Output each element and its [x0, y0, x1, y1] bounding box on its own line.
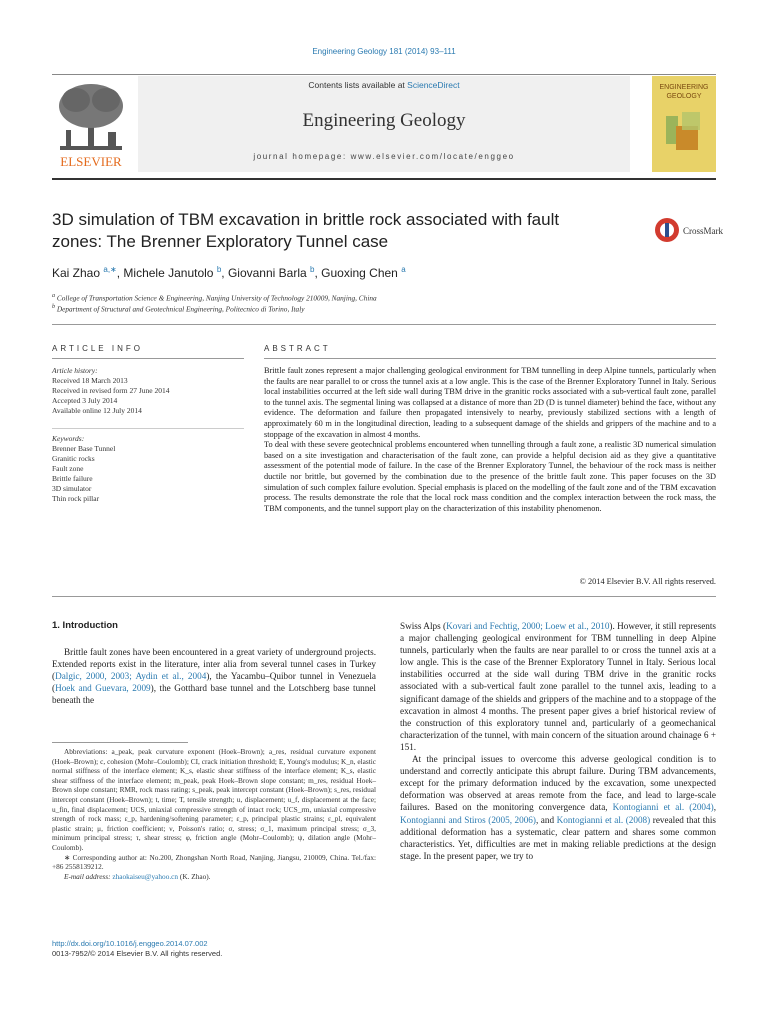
author-name[interactable]: Kai Zhao — [52, 266, 101, 280]
sciencedirect-link[interactable]: ScienceDirect — [407, 80, 460, 90]
keyword: Fault zone — [52, 464, 84, 473]
keyword: Granitic rocks — [52, 454, 95, 463]
article-info-rule — [52, 358, 244, 359]
section-heading-introduction: 1. Introduction — [52, 620, 118, 631]
author-affiliation-mark[interactable]: a — [401, 265, 406, 274]
keyword: 3D simulator — [52, 484, 92, 493]
author-list: Kai Zhao $^{a,∗}$, Michele Janutolo $^b$, Giovanni Barla $^b$, Guoxing Chen $^a$ — [52, 265, 406, 280]
citation-link[interactable]: Kontogianni et al. (2008) — [556, 814, 651, 825]
article-title: 3D simulation of TBM excavation in brittle rock associated with fault zones: The Brenner Exploratory Tunnel case — [52, 210, 560, 251]
crossmark-label: CrossMark — [683, 226, 723, 236]
affiliation: $^b$ Department of Structural and Geotechnical Engineering, Politecnico di Torino, Italy — [52, 304, 305, 314]
author-name[interactable]: Michele Janutolo — [123, 266, 214, 280]
citation-link[interactable]: Kontogianni and Stiros (2005, 2006) — [400, 814, 536, 825]
journal-masthead — [52, 76, 716, 174]
cover-title-line-2: GEOLOGY — [666, 93, 702, 100]
keywords-list — [52, 434, 244, 504]
history-item: Received 18 March 2013 — [52, 376, 128, 385]
corresponding-author-footnote: ∗ Corresponding author at: No.200, Zhongshan North Road, Nanjing, Jiangsu, 210009, China. Tel./fax: +86 2558139212. — [52, 852, 376, 872]
abstract-copyright: © 2014 Elsevier B.V. All rights reserved. — [579, 577, 716, 586]
footnote-rule — [52, 742, 188, 743]
abstract-paragraph: Brittle fault zones represent a major challenging geological environment for TBM tunnelling in deep Alpine tunnels, particularly when the faults are near parallel to or cross the tunnel axis at a low angle. This is the case of the Brenner Exploratory Tunnel in Italy. Serious local instabilities occurred at the left side wall during TBM drive in the granitic rocks associated with a sub-vertical fault zone, parallel to the tunnel axis. The segmental lining was collapsed at a distance of more than 2D (D is tunnel diameter) behind the face, without any evidence. The deformation and failure then propagated intensively to nearby, previously stabilized sections with a length of approximately 60 m in the longitudinal direction, leading to a subsequent damage of the shields and grippers of the machine and to a stoppage of the excavation in almost 4 months. — [264, 366, 716, 439]
issn-line: 0013-7952/© 2014 Elsevier B.V. All rights reserved. — [52, 949, 223, 958]
history-item: Received in revised form 27 June 2014 — [52, 386, 170, 395]
affiliation: $^a$ College of Transportation Science & Engineering, Nanjing University of Technology 210009, Nanjing, China — [52, 293, 377, 303]
elsevier-logo — [52, 80, 130, 170]
abstract-rule — [264, 358, 716, 359]
article-history — [52, 366, 244, 416]
crossmark-badge[interactable] — [654, 216, 728, 244]
keywords-label: Keywords: — [52, 434, 85, 443]
author-name[interactable]: Guoxing Chen — [321, 266, 398, 280]
section-rule — [52, 596, 716, 597]
abstract-body — [264, 366, 716, 514]
abstract-heading: ABSTRACT — [264, 344, 331, 353]
keyword: Brittle failure — [52, 474, 93, 483]
footnotes — [52, 747, 376, 881]
masthead-bottom-rule — [52, 178, 716, 180]
email-footnote: E-mail address: zhaokaiseu@yahoo.cn (K. Zhao). — [64, 871, 211, 881]
citation-link[interactable]: Kontogianni et al. (2004) — [612, 802, 714, 813]
journal-homepage[interactable]: journal homepage: www.elsevier.com/locate/enggeo — [253, 152, 515, 161]
intro-paragraph: At the principal issues to overcome this adverse geological condition is to understand and correctly anticipate this abrupt failure. During TBM advancements, except for the primary deformation induced by the excavation, some unexpected deformation was observed at areas remote from the face, and lead to large-scale failures. Based on the monitoring convergence data, Kontogianni et al. (2004), Kontogianni and Stiros (2005, 2006), and Kontogianni et al. (2008) revealed that this additional deformation has a systematic, clear pattern and shares some common characteristics. Yet, difficulties are met in making reliable predictions at the design stage. In the present paper, we try to — [400, 754, 716, 861]
history-item: Available online 12 July 2014 — [52, 406, 142, 415]
article-info-heading: ARTICLE INFO — [52, 344, 143, 353]
intro-paragraph: Swiss Alps (Kovari and Fechtig, 2000; Loew et al., 2010). However, it still represents a major challenging geological environment for TBM tunnelling in deep Alpine tunnels, particularly when the faults are near parallel to or cross the tunnel axis at a low angle. This is the case of the Brenner Exploratory Tunnel in Italy. Serious local instabilities occurred at the side wall during TBM drive in the granitic rocks associated with a sub-vertical fault zone parallel to the tunnel axis, leading to a significant damage of the shields and grippers of the machine and to a stoppage of the excavation in almost 4 months. The present paper gives a brief historical review of the construction of this exploratory tunnel and, particularly of a geomechanical characterization of the tunnel, with main concern of the situation around chainage 6 + 151. — [400, 621, 716, 752]
email-link[interactable]: zhaokaiseu@yahoo.cn — [112, 871, 179, 881]
intro-right-column — [400, 620, 716, 862]
journal-reference[interactable]: Engineering Geology 181 (2014) 93–111 — [312, 47, 456, 56]
keywords-rule — [52, 428, 244, 429]
keyword: Brenner Base Tunnel — [52, 444, 116, 453]
abbreviations-footnote: Abbreviations: a_peak, peak curvature exponent (Hoek–Brown); a_res, residual curvature exponent (Hoek–Brown); c, cohesion (Mohr–Coulomb); CI, crack initiation threshold; E, Young's modulus; K_n, elastic normal stiffness of the interface element; K_s, elastic shear stiffness of the interface element; K_s, elastic shear stiffness of the interface element; m_peak, peak Hoek–Brown slope constant; m_res, residual Hoek–Brown slope constant; RMR, rock mass rating; s_peak, peak intercept constant (Hoek–Brown); s_res, residual intercept constant (Hoek–Brown); t, time; T, tensile strength; u, displacement; u_f, displacement at the face; u_fin, final displacement; UCS, uniaxial compressive strength of intact rock; UCS_rm, uniaxial compressive strength of rock mass; ε_p, hardening/softening parameter; ε_p, principal plastic strains; ε_pl, equivalent plastic strain; μ, friction coefficient; ν, Poisson's ratio; σ, stress; σ_1, maximum principal stress; σ_3, minimum principal stress; τ, shear stress; φ, friction angle (Mohr–Coulomb); ψ, dilation angle (Mohr–Coulomb). — [52, 747, 376, 852]
keyword: Thin rock pillar — [52, 494, 100, 503]
elsevier-wordmark: ELSEVIER — [60, 154, 122, 169]
history-label: Article history: — [52, 366, 98, 375]
author-affiliation-mark[interactable]: a,∗ — [103, 265, 117, 274]
section-rule — [52, 324, 716, 325]
masthead-top-rule — [52, 74, 716, 75]
history-item: Accepted 3 July 2014 — [52, 396, 118, 405]
author-affiliation-mark[interactable]: b — [216, 265, 222, 274]
doi-link[interactable]: http://dx.doi.org/10.1016/j.enggeo.2014.07.002 — [52, 939, 208, 948]
citation-link[interactable]: Dalgic, 2000, 2003; Aydin et al., 2004 — [55, 671, 207, 682]
cover-title-line-1: ENGINEERING — [659, 84, 709, 91]
journal-title: Engineering Geology — [302, 110, 466, 131]
contents-line: Contents lists available at ScienceDirect — [308, 80, 460, 90]
author-affiliation-mark[interactable]: b — [310, 265, 315, 274]
intro-paragraph: Brittle fault zones have been encountered in a great variety of underground projects. Extended reports exist in the literature, inter alia from several tunnel cases in Turkey (Dalgic, 2000, 2003; Aydin et al., 2004), the Yacambu–Quibor tunnel in Venezuela (Hoek and Guevara, 2009), the Gotthard base tunnel and the Lotschberg base tunnel beneath the — [52, 647, 376, 706]
doi-block — [52, 939, 222, 959]
abstract-paragraph: To deal with these severe geotechnical problems encountered when tunnelling through a fault zone, a realistic 3D numerical simulation based on a site investigation and characterisation of the fault zone, can provide a helpful decision aid as they give a quantitative assessment of the potential mode of failure. In the case of the Brenner Exploratory Tunnel, the behaviour of the rock mass is neither ductile nor brittle, but governed by the combination due to the presence of the brittle fault zone. This paper focuses on the 3D simulation of such complex failure evolution. Special emphasis is placed on the modelling of the fault zone and of the TBM excavation process. The results demonstrate the role that the local rock mass condition and the complex interaction between the rock mass, the TBM components, and the tunnel support play on the characterization of this instability phenomenon. — [264, 440, 716, 513]
citation-link[interactable]: Kovari and Fechtig, 2000; Loew et al., 2010 — [446, 621, 610, 631]
citation-link[interactable]: Hoek and Guevara, 2009 — [55, 683, 151, 694]
journal-cover-thumbnail[interactable] — [652, 76, 716, 172]
author-name[interactable]: Giovanni Barla — [227, 266, 307, 280]
masthead-center — [138, 76, 630, 172]
intro-left-column — [52, 646, 376, 706]
